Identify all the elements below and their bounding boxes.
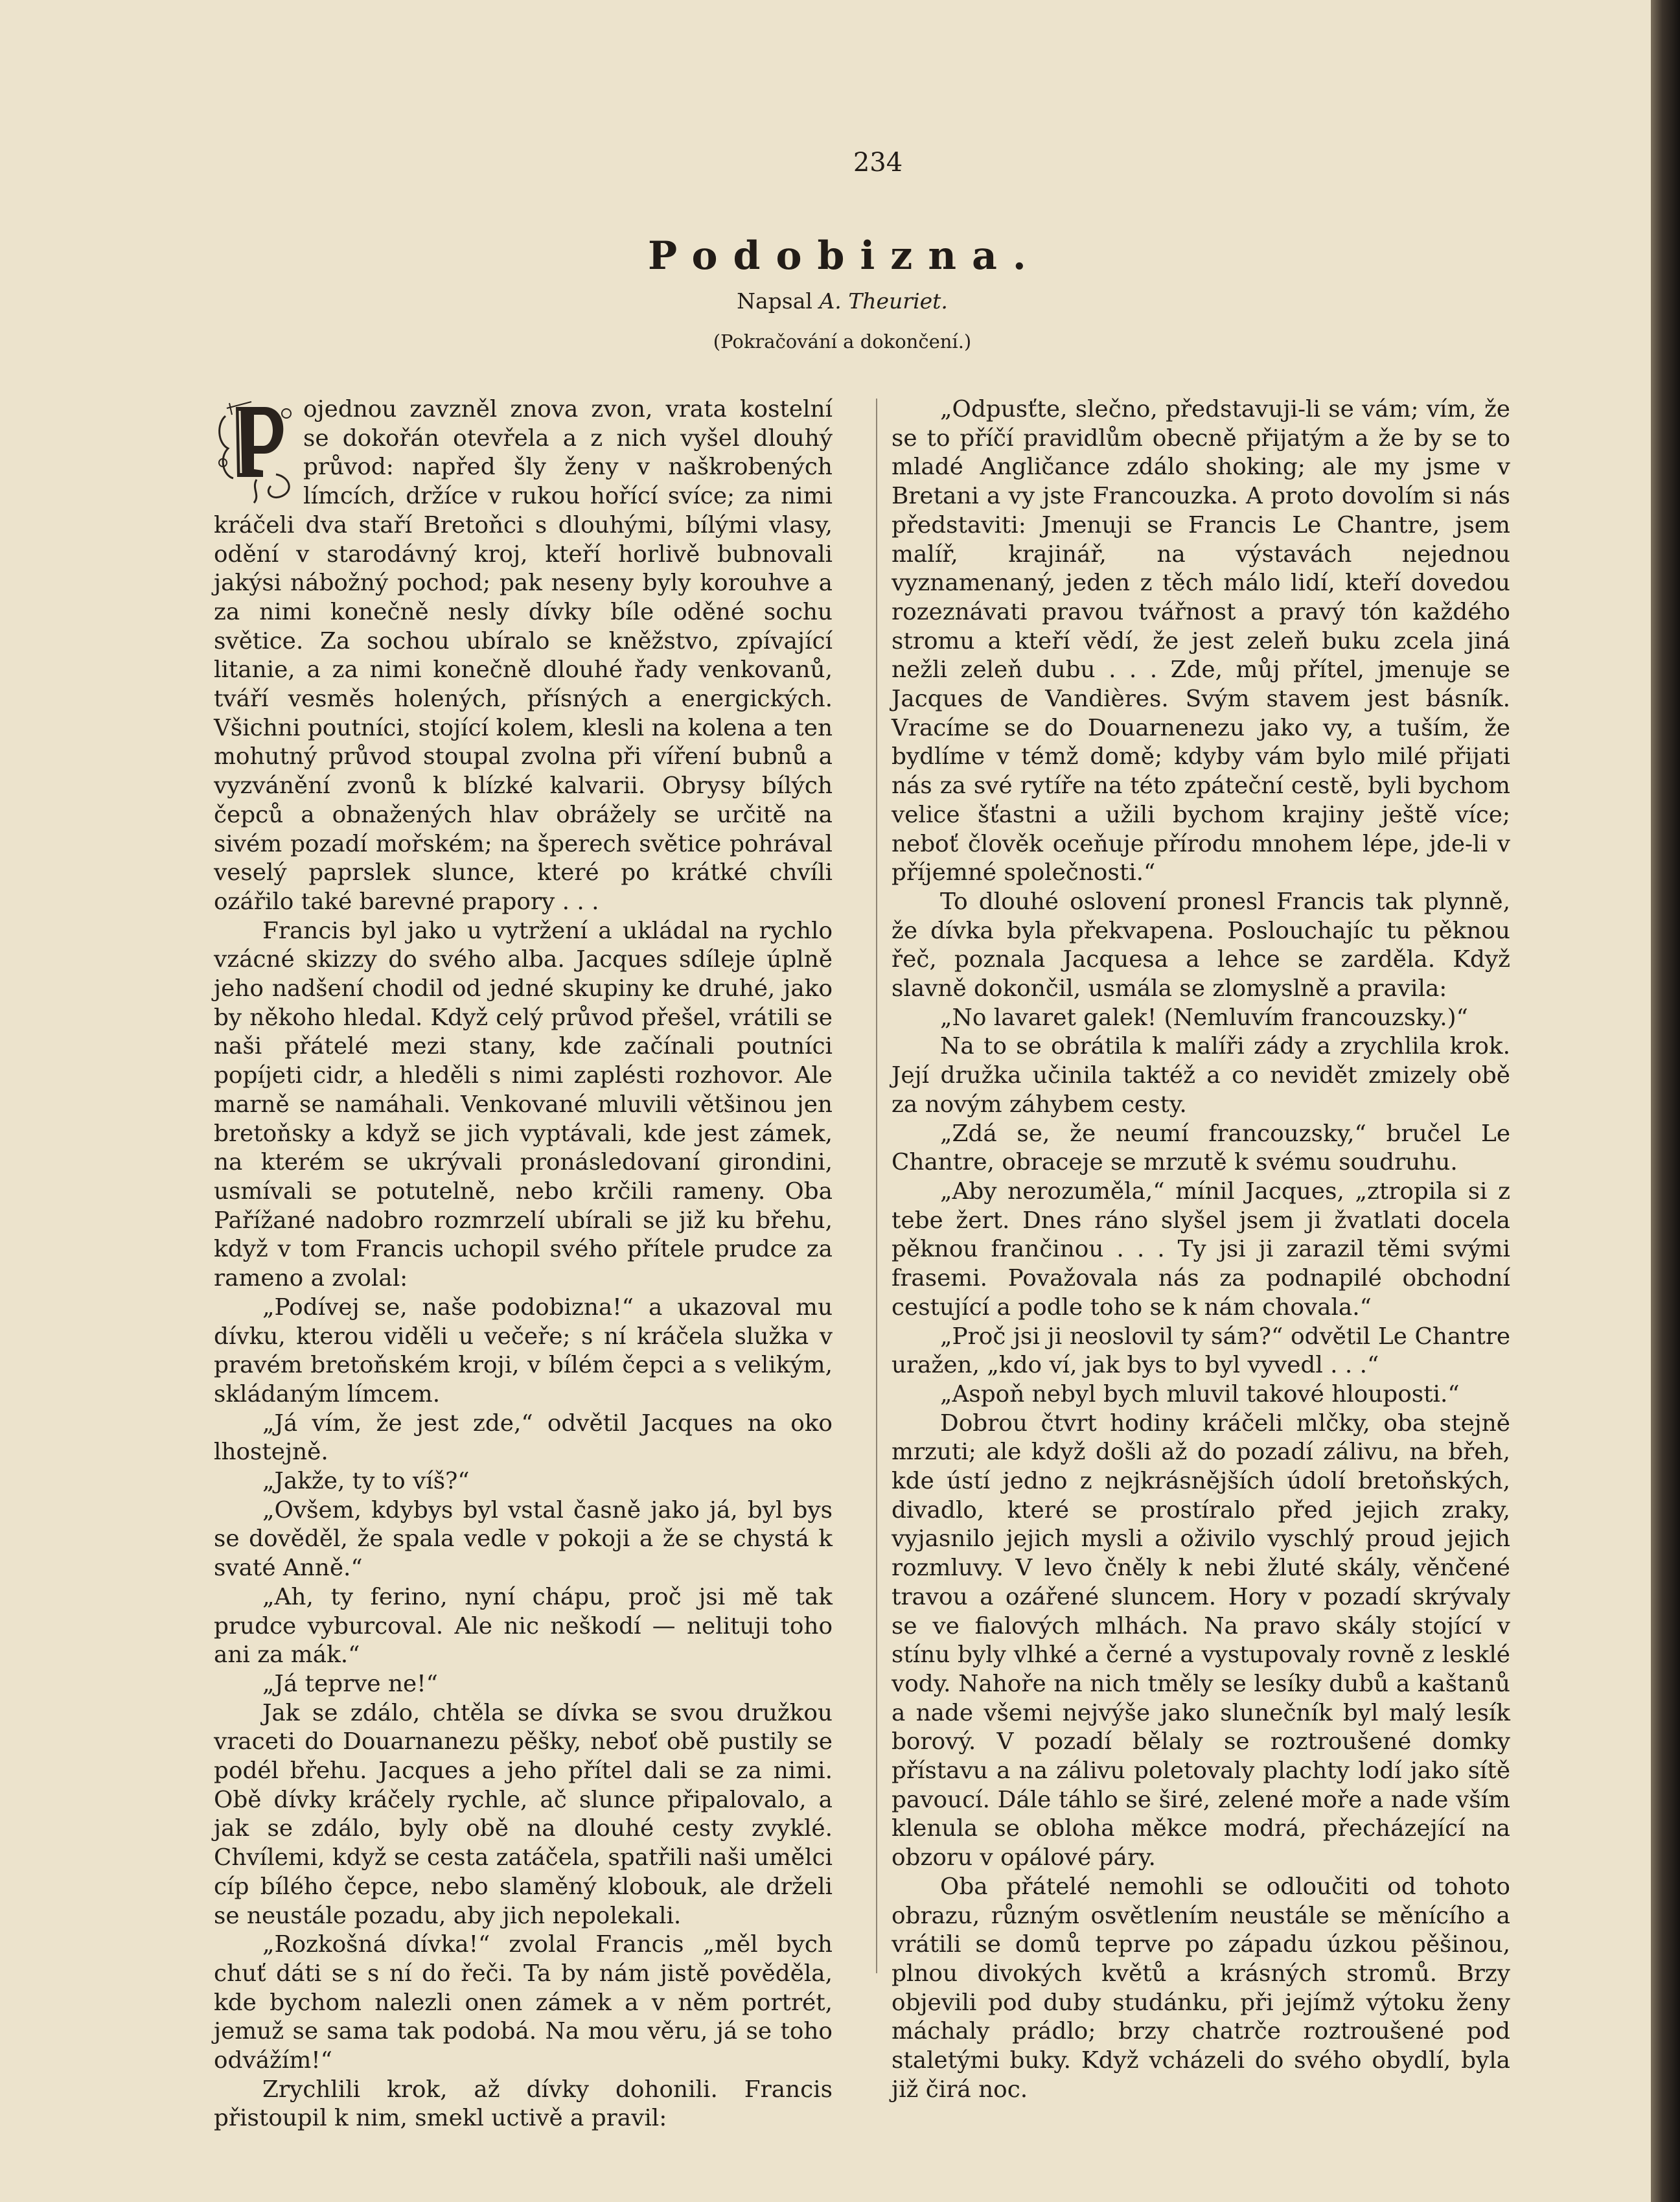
paragraph: „Jakže, ty to víš?“ <box>262 1468 470 1495</box>
paragraph: Na to se obrátila k malíři zády a zrychlila krok. Její družka učinila taktéž a co nevidět zmizely obě za novým záhybem cesty. <box>892 1033 1510 1118</box>
paragraph: „Podívej se, naše podobizna!“ a ukazoval mu dívku, kterou viděli u večeře; s ní kráčela služka v pravém bretoňském kroji, v bílém čepci a s velikým, skládaným límcem. <box>214 1293 833 1408</box>
paragraph: „Odpusťte, slečno, představuji-li se vám; vím, že se to příčí pravidlům obecně přijatým a že by se to mladé Angličance zdálo shoking; ale my jsme v Bretani a vy jste Francouzka. A proto dovolím si nás představiti: Jmenuji se Francis Le Chantre, jsem malíř, krajinář, na výstavách nejednou vyznamenaný, jeden z těch málo lidí, kteří dovedou rozeznávati pravou tvářnost a pravý tón každého stromu a kteří vědí, že jest zeleň buku zcela jiná nežli zeleň dubu . . . Zde, můj přítel, jmenuje se Jacques de Vandières. Svým stavem jest básník. Vracíme se do Douarnenezu jako vy, a tuším, že bydlíme v témž domě; kdyby vám bylo milé přijati nás za své rytíře na této zpáteční cestě, byli bychom velice šťastni a užili bychom krajiny ještě více; neboť člověk oceňuje přírodu mnohem lépe, jde-li v příjemné společnosti.“ <box>892 396 1510 887</box>
ornamental-initial-icon <box>214 398 297 505</box>
left-column <box>214 395 833 2133</box>
paragraph-text: ojednou zavzněl znova zvon, vrata kostelní se dokořán otevřela a z nich vyšel dlouhý průvod: napřed šly ženy v naškrobených límcích, držíce v rukou hořící svíce; za nimi kráčeli dva staří Bretoňci s dlouhými, bílými vlasy, odění v starodávný kroj, kteří horlivě bubnovali jakýsi nábožný pochod; pak neseny byly korouhve a za nimi konečně nesly dívky bíle oděné sochu světice. Za sochou ubíralo se kněžstvo, zpívající litanie, a za nimi konečně dlouhé řady venkovanů, tváří vesměs holených, přísných a energických. Všichni poutníci, stojící kolem, klesli na kolena a ten mohutný průvod stoupal zvolna při víření bubnů a vyzvánění zvonů k blízké kalvarii. Obrysy bílých čepců a obnažených hlav obrážely se určitě na sivém pozadí mořském; na šperech světice pohrával veselý paprslek slunce, které po krátké chvíli ozářilo také barevné prapory . . . <box>214 396 833 915</box>
paragraph: Francis byl jako u vytržení a ukládal na rychlo vzácné skizzy do svého alba. Jacques sdíleje úplně jeho nadšení chodil od jedné skupiny ke druhé, jako by někoho hledal. Když celý průvod přešel, vrátili se naši přátelé mezi stany, kde začínali poutníci popíjeti cidr, a hleděli s nimi zaplésti rozhovor. Ale marně se namáhali. Venkované mluvili většinou jen bretoňsky a když se jich vyptávali, kde jest zámek, na kterém se ukrývali pronásledovaní girondini, usmívali se potutelně, nebo krčili rameny. Oba Pařížané nadobro rozmrzelí ubírali se již ku břehu, když v tom Francis uchopil svého přítele prudce za rameno a zvolal: <box>214 917 833 1292</box>
byline-prefix: Napsal <box>737 288 812 314</box>
column-divider <box>876 399 877 1973</box>
book-binding-edge <box>1651 0 1680 2202</box>
paragraph: Zrychlili krok, až dívky dohonili. Francis přistoupil k nim, smekl uctivě a pravil: <box>214 2076 833 2132</box>
paragraph <box>214 395 833 917</box>
paragraph: „Ovšem, kdybys byl vstal časně jako já, byl bys se dověděl, že spala vedle v pokoji a že se chystá k svaté Anně.“ <box>214 1496 833 1582</box>
paragraph: To dlouhé oslovení pronesl Francis tak plynně, že dívka byla překvapena. Poslouchajíc tu pěknou řeč, poznala Jacquesa a lehce se zarděla. Když slavně dokončil, usmála se zlomyslně a pravila: <box>892 888 1510 1002</box>
paragraph: „Ah, ty ferino, nyní chápu, proč jsi mě tak prudce vyburcoval. Ale nic neškodí — nelituji toho ani za mák.“ <box>214 1583 833 1669</box>
paragraph: Oba přátelé nemohli se odloučiti od tohoto obrazu, různým osvětlením neustále se měnícího a vrátili se domů teprve po západu úzkou pěšinou, plnou divokých květů a krásných stromů. Brzy objevili pod duby studánku, při jejímž výtoku ženy máchaly prádlo; brzy chatrče roztroušené pod staletými buky. Když vcházeli do svého obydlí, byla již čirá noc. <box>892 1873 1510 2103</box>
paragraph: Jak se zdálo, chtěla se dívka se svou družkou vraceti do Douarnanezu pěšky, neboť obě pustily se podél břehu. Jacques a jeho přítel dali se za nimi. Obě dívky kráčely rychle, ač slunce připalovalo, a jak se zdálo, byly obě na dlouhé cesty zvyklé. Chvílemi, když se cesta zatáčela, spatřili naši umělci cíp bílého čepce, nebo slaměný klobouk, ale drželi se neustále pozadu, aby jich nepolekali. <box>214 1699 833 1929</box>
right-column <box>892 395 1510 2104</box>
paragraph: „Aby nerozuměla,“ mínil Jacques, „ztropila si z tebe žert. Dnes ráno slyšel jsem ji žvatlati docela pěknou frančinou . . . Ty jsi ji zarazil těmi svými frasemi. Považovala nás za podnapilé obchodní cestující a podle toho se k nám chovala.“ <box>892 1177 1510 1321</box>
continuation-note: (Pokračování a dokončení.) <box>713 330 972 353</box>
paragraph: „Já vím, že jest zde,“ odvětil Jacques na oko lhostejně. <box>214 1409 833 1466</box>
paragraph: Dobrou čtvrt hodiny kráčeli mlčky, oba stejně mrzuti; ale když došli až do pozadí zálivu, na břeh, kde ústí jedno z nejkrásnějších údolí bretoňských, divadlo, které se prostíralo před jejich zraky, vyjasnilo jejich mysli a oživilo vyschlý proud jejich rozmluvy. V levo čněly k nebi žluté skály, věnčené travou a ozářené sluncem. Hory v pozadí skrývaly se ve fialových mlhách. Na pravo skály stojící v stínu byly vlhké a černé a vystupovaly rovně z lesklé vody. Nahoře na nich tměly se lesíky dubů a kaštanů a nade všemi nejvýše jako slunečník byl malý lesík borový. V pozadí bělaly se roztroušené domky přístavu a na zálivu poletovaly plachty lodí jako sítě pavoucí. Dále táhlo se širé, zelené moře a nade vším klenula se obloha měkce modrá, přecházející na obzoru v opálové páry. <box>892 1409 1510 1872</box>
article-title: Podobizna. <box>648 233 1042 279</box>
paragraph: „Zdá se, že neumí francouzsky,“ bručel Le Chantre, obraceje se mrzutě k svému soudruhu. <box>892 1120 1510 1176</box>
paragraph: „Já teprve ne!“ <box>262 1670 438 1697</box>
paragraph: „No lavaret galek! (Nemluvím francouzsky.)“ <box>940 1004 1468 1031</box>
dropcap-letter: P <box>264 431 268 435</box>
page-number: 234 <box>853 148 903 178</box>
paragraph: „Proč jsi ji neoslovil ty sám?“ odvětil Le Chantre uražen, „kdo ví, jak bys to byl vyvedl . . .“ <box>892 1323 1510 1379</box>
author-name: A. Theuriet. <box>819 288 948 314</box>
byline <box>648 288 1037 314</box>
paragraph: „Rozkošná dívka!“ zvolal Francis „měl bych chuť dáti se s ní do řeči. Ta by nám jistě pověděla, kde bychom nalezli onen zámek a v něm portrét, jemuž se sama tak podobá. Na mou věru, já se toho odvážím!“ <box>214 1931 833 2074</box>
paragraph: „Aspoň nebyl bych mluvil takové hlouposti.“ <box>940 1380 1460 1408</box>
